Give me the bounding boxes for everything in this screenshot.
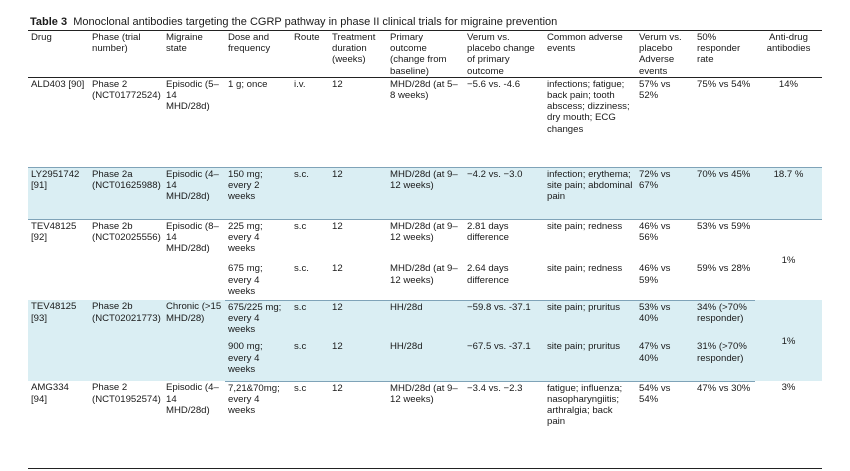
cell-change: 2.81 days difference	[467, 220, 509, 244]
cell-adverse-events: site pain; pruritus	[544, 340, 636, 381]
cell-drug: ALD403 [90]	[28, 77, 89, 167]
cell-phase: Phase 2 (NCT01952574)	[92, 382, 161, 405]
cell-duration: 12	[329, 262, 387, 300]
cell-duration: 12	[329, 77, 387, 167]
cell-change: 2.64 days difference	[464, 262, 544, 300]
cell-outcome: HH/28d	[387, 300, 464, 340]
cell-ada: 1%	[755, 300, 822, 381]
cell-change: −67.5 vs. -37.1	[464, 340, 544, 381]
cell-dose: 150 mg; every 2 weeks	[225, 167, 291, 219]
cell-adverse-rate: 72% vs 67%	[636, 167, 694, 219]
cell-dose: 675 mg; every 4 weeks	[225, 262, 291, 300]
cell-dose: 675/225 mg; every 4 weeks	[225, 300, 291, 340]
header-outcome-change: Verum vs. placebo change of primary outcome	[464, 31, 544, 78]
trials-table	[28, 30, 822, 443]
cell-adverse-events: site pain; redness	[547, 220, 623, 232]
header-anti-drug-antibodies: Anti-drug antibodies	[755, 31, 822, 78]
cell-route: s.c	[291, 300, 329, 340]
cell-phase: Phase 2 (NCT01772524)	[89, 77, 163, 167]
cell-adverse-events: site pain; redness	[544, 262, 636, 300]
table-row	[28, 381, 822, 443]
cell-ada: 3%	[781, 382, 796, 394]
cell-duration: 12	[329, 300, 387, 340]
cell-responder: 59% vs 28%	[694, 262, 755, 300]
cell-drug: TEV48125 [93]	[28, 300, 89, 381]
cell-state: Episodic (8–14 MHD/28d)	[166, 220, 219, 255]
cell-state: Chronic (>15 MHD/28)	[163, 300, 225, 381]
cell-adverse-rate: 46% vs 56%	[639, 220, 671, 244]
cell-duration: 12	[329, 167, 387, 219]
cell-dose: 900 mg; every 4 weeks	[225, 340, 291, 381]
cell-route: i.v.	[291, 77, 329, 167]
cell-duration: 12	[332, 382, 343, 394]
header-adverse-rate: Verum vs. placebo Adverse events	[636, 31, 694, 78]
cell-adverse-rate: 57% vs 52%	[636, 77, 694, 167]
table-title: Monoclonal antibodies targeting the CGRP pathway in phase II clinical trials for migraine prevention	[73, 16, 558, 28]
cell-responder: 47% vs 30%	[697, 382, 751, 394]
table-bottom-rule	[28, 468, 822, 469]
cell-phase: Phase 2b (NCT02025556)	[92, 220, 161, 244]
header-primary-outcome: Primary outcome (change from baseline)	[387, 31, 464, 78]
table-row	[28, 77, 822, 167]
header-row	[28, 31, 822, 78]
cell-change: −59.8 vs. -37.1	[464, 300, 544, 340]
cell-state: Episodic (4–14 MHD/28d)	[163, 167, 225, 219]
cell-outcome: MHD/28d (at 9–12 weeks)	[390, 220, 458, 244]
cell-dose: 1 g; once	[225, 77, 291, 167]
cell-route: s.c	[294, 382, 307, 394]
cell-adverse-events: infection; erythema; site pain; abdominal pain	[544, 167, 636, 219]
table-row	[28, 219, 822, 262]
cell-responder: 31% (>70% responder)	[694, 340, 755, 381]
cell-adverse-rate: 47% vs 40%	[636, 340, 694, 381]
cell-drug: LY2951742 [91]	[28, 167, 89, 219]
cell-responder: 53% vs 59%	[697, 220, 751, 232]
cell-ada: 14%	[755, 77, 822, 167]
header-phase: Phase (trial number)	[89, 31, 163, 78]
cell-change: −4.2 vs. −3.0	[464, 167, 544, 219]
cell-drug: AMG334 [94]	[31, 382, 69, 405]
header-duration: Treatment duration (weeks)	[329, 31, 387, 78]
cell-route: s.c.	[291, 167, 329, 219]
table-caption	[30, 16, 557, 29]
cell-outcome: MHD/28d (at 9–12 weeks)	[390, 382, 458, 406]
cell-adverse-rate: 46% vs 59%	[636, 262, 694, 300]
cell-outcome: HH/28d	[387, 340, 464, 381]
header-drug: Drug	[28, 31, 89, 78]
cell-ada: 1%	[781, 254, 796, 266]
table-row	[28, 167, 822, 219]
table-row	[28, 300, 822, 340]
cell-phase: Phase 2a (NCT01625988)	[89, 167, 163, 219]
cell-state: Episodic (4–14 MHD/28d)	[166, 382, 219, 416]
cell-route: s.c	[294, 220, 307, 232]
cell-adverse-events: site pain; pruritus	[544, 300, 636, 340]
cell-drug: TEV48125 [92]	[31, 220, 77, 244]
cell-adverse-rate: 53% vs 40%	[636, 300, 694, 340]
cell-adverse-events: infections; fatigue; back pain; tooth abscess; dizziness; dry mouth; ECG changes	[544, 77, 636, 167]
header-adverse-events: Common adverse events	[544, 31, 636, 78]
table-label: Table 3	[30, 16, 68, 28]
cell-dose: 225 mg; every 4 weeks	[228, 220, 263, 255]
cell-responder: 34% (>70% responder)	[694, 300, 755, 340]
cell-dose: 7,21&70mg; every 4 weeks	[228, 382, 280, 417]
header-responder-rate: 50% responder rate	[694, 31, 755, 78]
cell-change: −3.4 vs. −2.3	[467, 382, 523, 394]
cell-change: −5.6 vs. -4.6	[464, 77, 544, 167]
cell-state: Episodic (5–14 MHD/28d)	[163, 77, 225, 167]
header-route: Route	[291, 31, 329, 78]
cell-outcome: MHD/28d (at 9–12 weeks)	[387, 262, 464, 300]
cell-phase: Phase 2b (NCT02021773)	[89, 300, 163, 381]
header-dose: Dose and frequency	[225, 31, 291, 78]
cell-duration: 12	[329, 340, 387, 381]
cell-route: s.c	[291, 340, 329, 381]
cell-route: s.c.	[291, 262, 329, 300]
cell-ada: 18.7 %	[755, 167, 822, 219]
cell-duration: 12	[332, 220, 343, 232]
cell-adverse-events: fatigue; influenza; nasopharyngiitis; arthralgia; back pain	[547, 382, 623, 428]
header-migraine-state: Migraine state	[163, 31, 225, 78]
cell-outcome: MHD/28d (at 5–8 weeks)	[387, 77, 464, 167]
cell-outcome: MHD/28d (at 9–12 weeks)	[387, 167, 464, 219]
cell-responder: 75% vs 54%	[694, 77, 755, 167]
cell-responder: 70% vs 45%	[694, 167, 755, 219]
cell-adverse-rate: 54% vs 54%	[639, 382, 671, 406]
